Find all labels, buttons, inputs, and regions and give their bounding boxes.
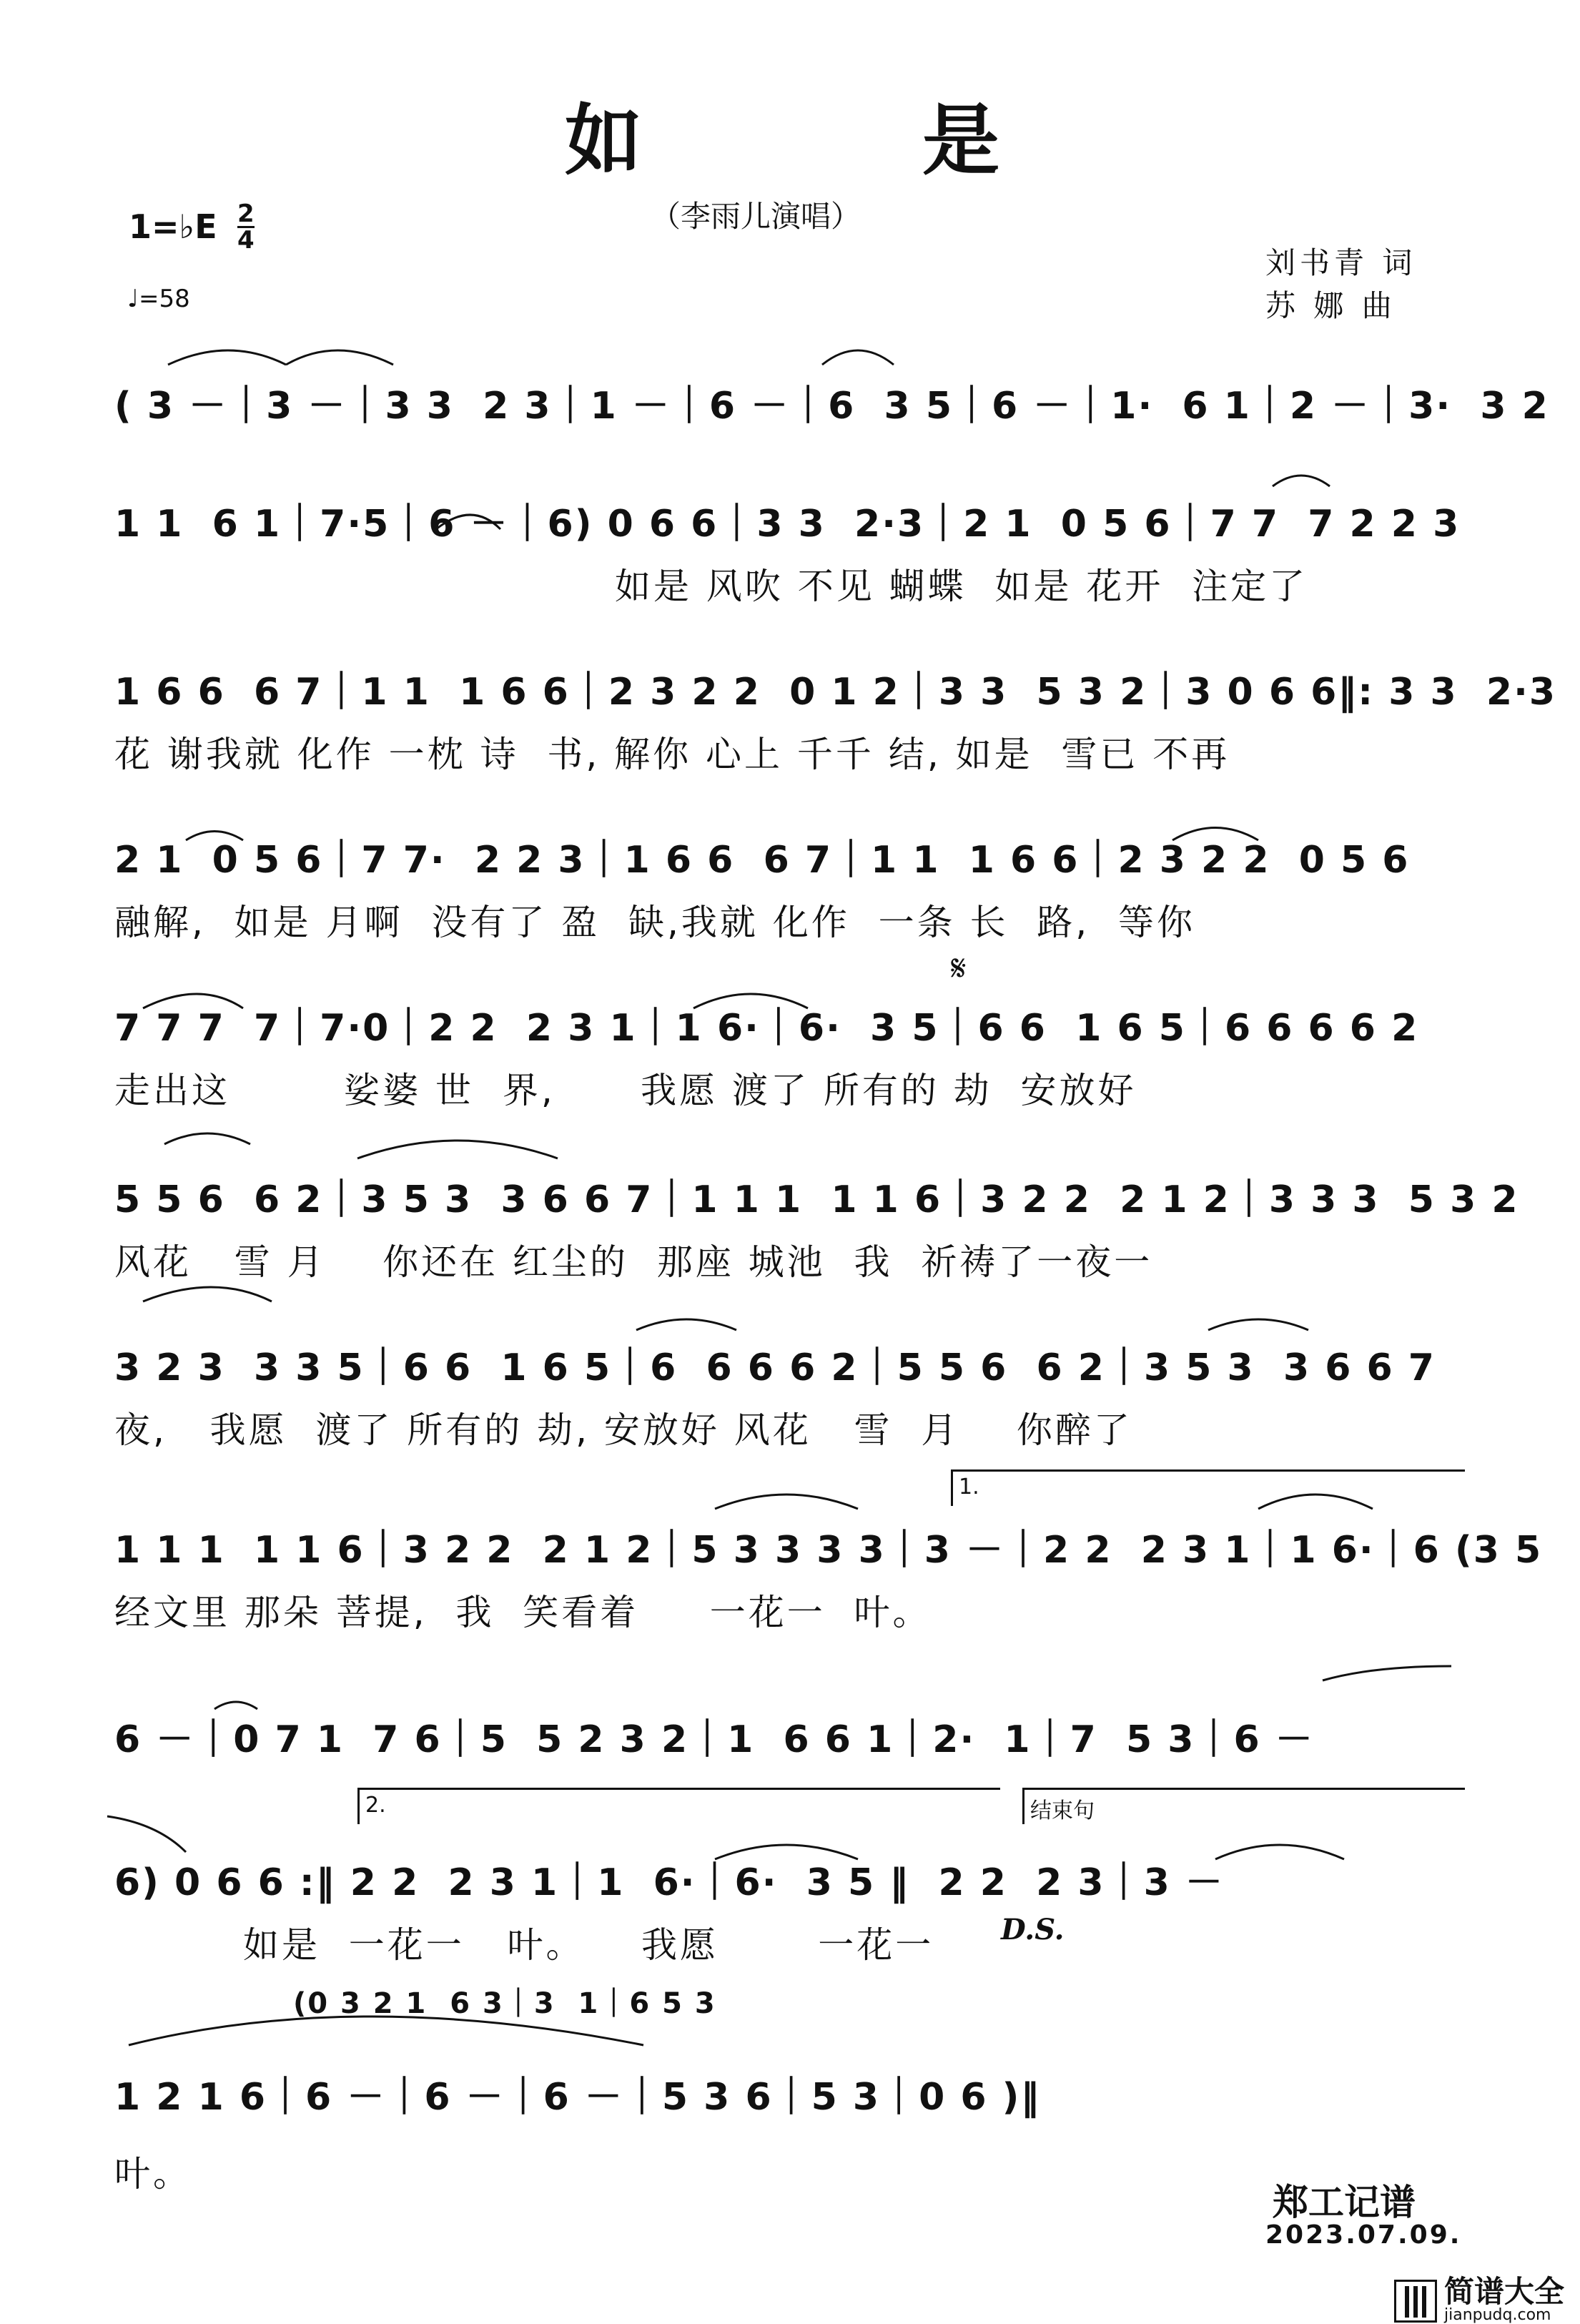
slur (1208, 1319, 1308, 1330)
lyric-line: 风花 雪 月 你还在 红尘的 那座 城池 我 祈祷了一夜一 (114, 1241, 1153, 1283)
slur (357, 1141, 558, 1158)
slur (636, 1319, 736, 1330)
slur (822, 350, 894, 365)
slur (143, 1287, 272, 1301)
ending-section-label: 结束句 (1022, 1788, 1465, 1824)
notation-line: 6) 0 6 6 :‖ 2 2 2 3 1｜1 6·｜6· 3 5 ‖ 2 2 2 3｜3 － (114, 1861, 1224, 1904)
notation-line: ( 3 －｜3 －｜3 3 2 3｜1 －｜6 －｜6 3 5｜6 －｜1· 6 1｜2 －｜3· 3 2 (114, 385, 1549, 428)
tempo-marking: ♩=58 (127, 285, 190, 313)
lyric-line: 花 谢我就 化作 一枕 诗 书, 解你 心上 千千 结, 如是 雪已 不再 (114, 734, 1230, 775)
slur (436, 515, 500, 529)
lyric-line: 经文里 那朵 菩提, 我 笑看着 一花一 叶。 (114, 1592, 932, 1633)
logo-text: 简谱大全 (1444, 2274, 1565, 2309)
lyric-line: 如是 风吹 不见 蝴蝶 如是 花开 注定了 (615, 566, 1308, 607)
key-signature: 1=♭E (129, 207, 217, 246)
notation-line: 1 6 6 6 7｜1 1 1 6 6｜2 3 2 2 0 1 2｜3 3 5 3 2｜3 0 6 6‖: 3 3 2·3 (114, 671, 1557, 714)
title-char-1: 如 (565, 97, 643, 186)
ds-sign: D.S. (1001, 1913, 1065, 1946)
volta-2: 2. (357, 1788, 1000, 1824)
slur (186, 832, 243, 841)
logo-url: jianpudq.com (1444, 2306, 1551, 2324)
segno-sign: 𝄋 (951, 947, 967, 989)
lyric-line: 走出这 娑婆 世 界, 我愿 渡了 所有的 劫 安放好 (114, 1070, 1137, 1111)
slur (107, 1816, 186, 1852)
volta-1: 1. (951, 1469, 1465, 1506)
composer: 苏 娜 曲 (1265, 288, 1396, 323)
lyric-line: 夜, 我愿 渡了 所有的 劫, 安放好 风花 雪 月 你醉了 (114, 1409, 1132, 1451)
slur (1273, 476, 1330, 486)
title-char-2: 是 (922, 97, 1000, 186)
lyric-line: 融解, 如是 月啊 没有了 盈 缺,我就 化作 一条 长 路, 等你 (114, 902, 1195, 943)
notation-line: 5 5 6 6 2｜3 5 3 3 6 6 7｜1 1 1 1 1 6｜3 2 2 2 1 2｜3 3 3 5 3 2 (114, 1178, 1519, 1221)
notation-line: 7 7 7 7｜7·0｜2 2 2 3 1｜1 6·｜6· 3 5｜6 6 1 6 5｜6 6 6 6 2 (114, 1007, 1419, 1050)
recorder-credit: 郑工记谱 (1273, 2182, 1416, 2223)
site-logo (1394, 2274, 1565, 2324)
notation-line: 1 2 1 6｜6 －｜6 －｜6 －｜5 3 6｜5 3｜0 6 )‖ (114, 2076, 1041, 2119)
slur (168, 350, 286, 365)
singer: （李雨儿演唱） (651, 199, 861, 234)
slur (1215, 1845, 1344, 1859)
slur (1172, 828, 1258, 841)
slur (1258, 1495, 1373, 1509)
record-date: 2023.07.09. (1265, 2220, 1462, 2250)
slur (164, 1133, 250, 1144)
notation-line: (0 3 2 1 6 3｜3 1｜6 5 3 (293, 1987, 716, 2020)
notation-line: 3 2 3 3 3 5｜6 6 1 6 5｜6 6 6 6 2｜5 5 6 6 2｜3 5 3 3 6 6 7 (114, 1346, 1436, 1389)
notation-line: 2 1 0 5 6｜7 7· 2 2 3｜1 6 6 6 7｜1 1 1 6 6｜2 3 2 2 0 5 6 (114, 839, 1410, 882)
notation-line: 6 －｜0 7 1 7 6｜5 5 2 3 2｜1 6 6 1｜2· 1｜7 5 3｜6 － (114, 1718, 1314, 1761)
slur (693, 994, 808, 1008)
slur (1323, 1666, 1451, 1680)
lyric-line: 叶。 (114, 2153, 192, 2195)
slur (715, 1495, 858, 1509)
slur (129, 2017, 643, 2045)
meter-bottom: 4 (237, 226, 255, 255)
notation-line: 1 1 6 1｜7·5｜6 －｜6) 0 6 6｜3 3 2·3｜2 1 0 5 6｜7 7 7 2 2 3 (114, 503, 1461, 546)
piano-keys-icon (1394, 2280, 1437, 2323)
slur (715, 1845, 858, 1859)
slur (143, 994, 243, 1008)
lyric-line: 如是 一花一 叶。 我愿 一花一 (243, 1924, 934, 1966)
meter-top: 2 (237, 200, 255, 228)
slur (214, 1702, 257, 1709)
lyricist: 刘书青 词 (1265, 245, 1417, 280)
slur (286, 350, 393, 365)
notation-line: 1 1 1 1 1 6｜3 2 2 2 1 2｜5 3 3 3 3｜3 －｜2 2 2 3 1｜1 6·｜6 (3 5 (114, 1529, 1543, 1572)
